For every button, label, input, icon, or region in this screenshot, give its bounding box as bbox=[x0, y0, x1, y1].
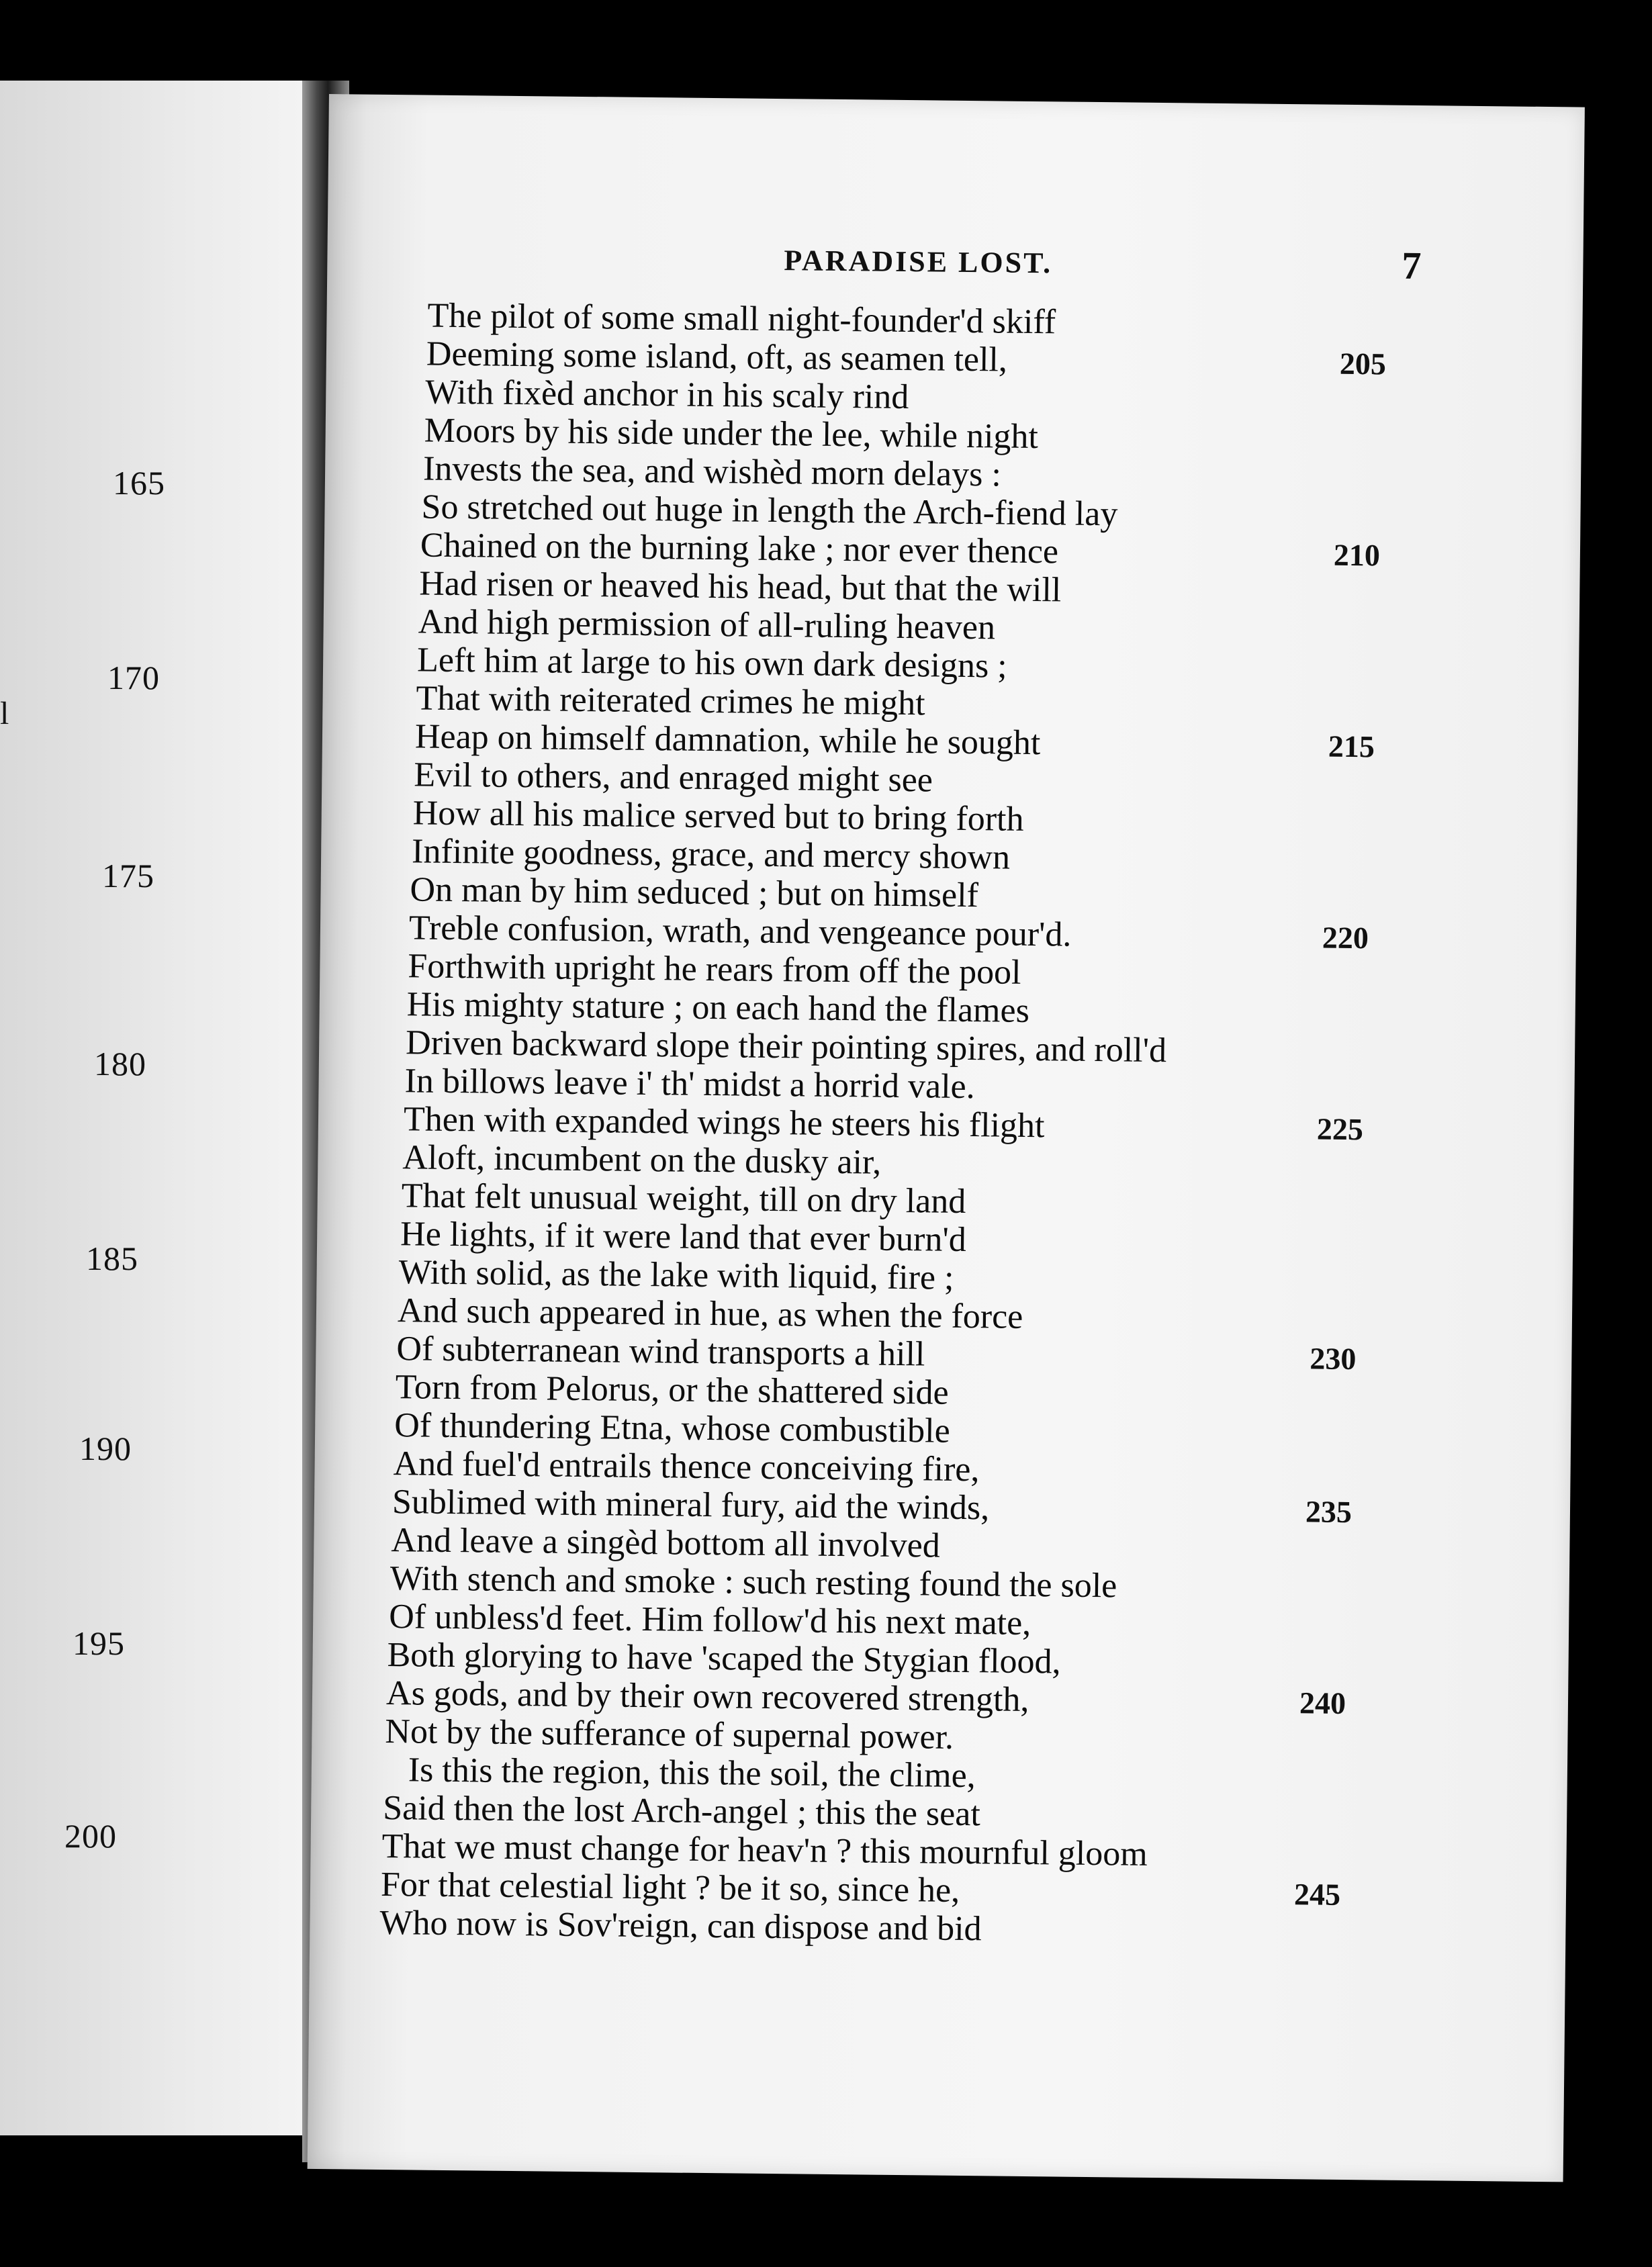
verse-text: Not by the sufferance of supernal power. bbox=[385, 1712, 954, 1757]
verse-text: Torn from Pelorus, or the shattered side bbox=[395, 1368, 949, 1412]
verse-text: Both glorying to have 'scaped the Stygian flood, bbox=[387, 1636, 1061, 1681]
verse-text: On man by him seduced ; but on himself bbox=[410, 870, 979, 915]
verse-text: Had risen or heaved his head, but that the will bbox=[419, 564, 1062, 610]
verse-text: With stench and smoke : such resting found the sole bbox=[389, 1559, 1117, 1606]
left-line-number: 200 bbox=[64, 1817, 117, 1855]
verse-text: His mighty stature ; on each hand the flames bbox=[406, 985, 1030, 1030]
left-line-number: 195 bbox=[73, 1624, 125, 1662]
left-line-number: 180 bbox=[94, 1045, 146, 1082]
verse-line-number: 210 bbox=[1333, 537, 1381, 573]
verse-text: Heap on himself damnation, while he sought bbox=[414, 717, 1041, 763]
verse-text: Moors by his side under the lee, while night bbox=[424, 411, 1039, 457]
verse-line-number: 245 bbox=[1293, 1877, 1341, 1912]
verse-text: Then with expanded wings he steers his flight bbox=[403, 1100, 1045, 1146]
verse-text: Invests the sea, and wishèd morn delays : bbox=[422, 449, 1002, 494]
left-line-number: 165 bbox=[113, 464, 165, 502]
verse-text: With solid, as the lake with liquid, fire ; bbox=[398, 1253, 954, 1297]
verse-line-number: 230 bbox=[1310, 1341, 1357, 1377]
verse-text: Sublimed with mineral fury, aid the winds, bbox=[392, 1483, 990, 1528]
verse-text: As gods, and by their own recovered strength, bbox=[385, 1674, 1029, 1720]
verse-text: Of thundering Etna, whose combustible bbox=[394, 1406, 951, 1450]
verse-text: Forthwith upright he rears from off the pool bbox=[408, 947, 1021, 992]
verse-text: Of unbless'd feet. Him follow'd his next mate, bbox=[388, 1598, 1031, 1643]
verse-line-number: 215 bbox=[1328, 729, 1375, 764]
verse-line-number: 205 bbox=[1339, 346, 1387, 381]
right-page bbox=[308, 94, 1585, 2182]
verse-text: Who now is Sov'reign, can dispose and bid bbox=[379, 1903, 982, 1949]
left-page-margin-mark: l bbox=[0, 696, 9, 731]
verse-text: That with reiterated crimes he might bbox=[416, 679, 925, 723]
verse-text: Deeming some island, oft, as seamen tell, bbox=[426, 334, 1008, 379]
verse-text: So stretched out huge in length the Arch-fiend lay bbox=[421, 488, 1118, 534]
verse-text: Is this the region, this the soil, the clime, bbox=[408, 1751, 976, 1796]
left-line-number: 170 bbox=[107, 659, 160, 696]
verse-block bbox=[379, 296, 1569, 1955]
verse-text: Chained on the burning lake ; nor ever thence bbox=[420, 526, 1059, 571]
verse-line-number: 235 bbox=[1305, 1494, 1352, 1530]
verse-text: And such appeared in hue, as when the force bbox=[397, 1291, 1023, 1336]
verse-text: In billows leave i' th' midst a horrid vale. bbox=[404, 1062, 975, 1107]
left-facing-page bbox=[0, 81, 316, 2135]
verse-text: Evil to others, and enraged might see bbox=[414, 755, 933, 800]
verse-text: For that celestial light ? be it so, since he, bbox=[380, 1865, 960, 1910]
running-title: PARADISE LOST. bbox=[784, 244, 1053, 280]
verse-text: With fixèd anchor in his scaly rind bbox=[425, 373, 909, 417]
verse-text: He lights, if it were land that ever burn'd bbox=[400, 1215, 967, 1260]
left-line-number: 175 bbox=[102, 857, 154, 894]
left-line-number: 190 bbox=[79, 1430, 132, 1467]
verse-text: How all his malice served but to bring forth bbox=[412, 794, 1024, 839]
verse-text: The pilot of some small night-founder'd skiff bbox=[427, 296, 1056, 342]
left-line-number: 185 bbox=[86, 1240, 138, 1277]
verse-text: And leave a singèd bottom all involved bbox=[391, 1521, 941, 1565]
verse-text: Aloft, incumbent on the dusky air, bbox=[402, 1138, 882, 1182]
verse-text: And high permission of all-ruling heaven bbox=[418, 602, 996, 647]
verse-line-number: 240 bbox=[1299, 1685, 1346, 1720]
verse-text: Of subterranean wind transports a hill bbox=[396, 1330, 925, 1374]
verse-text: Infinite goodness, grace, and mercy shown bbox=[411, 832, 1011, 877]
verse-text: Said then the lost Arch-angel ; this the seat bbox=[382, 1788, 981, 1834]
verse-line-number: 225 bbox=[1316, 1111, 1364, 1147]
verse-text: Driven backward slope their pointing spires, and roll'd bbox=[405, 1023, 1167, 1070]
verse-text: Treble confusion, wrath, and vengeance pour'd. bbox=[408, 909, 1072, 954]
verse-text: That felt unusual weight, till on dry land bbox=[401, 1176, 966, 1221]
verse-text: That we must change for heav'n ? this mournful gloom bbox=[381, 1826, 1148, 1873]
verse-line-number: 220 bbox=[1322, 920, 1369, 956]
page-number: 7 bbox=[1402, 243, 1422, 288]
verse-text: Left him at large to his own dark designs ; bbox=[416, 641, 1007, 686]
verse-text: And fuel'd entrails thence conceiving fire, bbox=[393, 1444, 980, 1489]
